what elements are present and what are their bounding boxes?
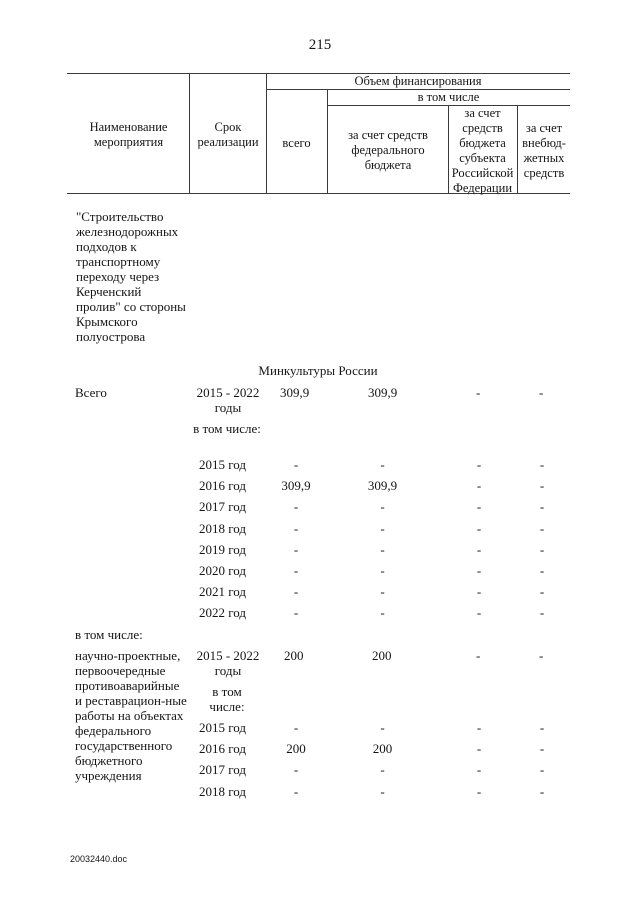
header-col-total: всего [282, 136, 311, 150]
row-federal-value: 200 [372, 648, 392, 663]
ministry-heading: Минкультуры России [258, 363, 378, 378]
row-sub-label: в том числе: [193, 421, 261, 436]
year-total-value: - [293, 499, 299, 515]
year-label: 2020 год [199, 563, 246, 578]
year-total-value: - [293, 457, 299, 472]
year-label: 2018 год [199, 520, 246, 536]
row-extra-value: - [539, 385, 544, 400]
year-extra-value: - [539, 457, 545, 472]
col-divider-5 [517, 105, 518, 193]
header-including: в том числе [417, 90, 480, 104]
page-number: 215 [308, 37, 332, 53]
col-divider-3 [327, 89, 328, 193]
year-regional-value: - [476, 762, 482, 778]
year-extra-value: - [539, 720, 545, 735]
row-regional-value: - [476, 648, 481, 663]
row-sub-label: в том числе: [209, 684, 245, 714]
year-label: 2016 год [199, 741, 246, 757]
year-total-value: 309,9 [281, 478, 311, 494]
year-regional-value: - [476, 457, 482, 472]
header-funding: Объем финансирования [354, 74, 482, 88]
year-total-value: - [293, 762, 299, 778]
year-label: 2018 год [199, 783, 246, 799]
row-extra-value: - [539, 648, 544, 663]
year-extra-value: - [539, 499, 545, 515]
header-col-regional: за счет средств бюджета субъекта Российской Федерации [451, 106, 514, 195]
year-extra-value: - [539, 762, 545, 778]
year-label: 2019 год [199, 541, 246, 557]
row-total-value: 309,9 [280, 385, 310, 400]
year-federal-value: - [380, 720, 385, 735]
row-name-total: Всего [75, 385, 107, 400]
header-col-federal: за счет средств федерального бюджета [348, 128, 428, 172]
year-federal-value: - [380, 563, 385, 578]
year-total-value: 200 [286, 741, 306, 757]
year-label: 2022 год [199, 605, 246, 621]
col-divider-1 [189, 73, 190, 193]
row-period: 2015 - 2022 годы [196, 648, 260, 678]
year-total-value: - [293, 584, 299, 600]
footer-filename: 20032440.doc [70, 854, 128, 864]
year-regional-value: - [476, 783, 482, 799]
header-col-period: Срок реализации [197, 120, 259, 149]
year-federal-value: - [380, 541, 385, 557]
year-total-value: - [293, 520, 299, 536]
year-extra-value: - [539, 478, 545, 494]
year-regional-value: - [476, 520, 482, 536]
year-regional-value: - [476, 741, 482, 757]
row-name-works: научно-проектные, первоочередные противоаварийные и реставрацион-ные работы на объектах федерального государственного бюджетного учреждения [75, 648, 187, 783]
year-federal-value: - [380, 499, 385, 515]
year-label: 2015 год [199, 457, 246, 472]
carryover-event-title: "Строительство железнодорожных подходов к транспортному переходу через Керченский пролив" со стороны Крымского полуострова [76, 209, 186, 344]
year-extra-value: - [539, 563, 545, 578]
year-extra-value: - [539, 783, 545, 799]
year-total-value: - [293, 605, 299, 621]
row-federal-value: 309,9 [368, 385, 398, 400]
col-divider-2 [266, 73, 267, 193]
row-regional-value: - [476, 385, 481, 400]
header-col-name: Наименование мероприятия [89, 120, 168, 149]
year-federal-value: - [380, 457, 385, 472]
row-total-value: 200 [284, 648, 304, 663]
year-label: 2017 год [199, 499, 246, 515]
year-extra-value: - [539, 741, 545, 757]
year-total-value: - [293, 563, 299, 578]
year-federal-value: 200 [372, 741, 393, 757]
section-including-label: в том числе: [75, 627, 143, 642]
year-regional-value: - [476, 478, 482, 494]
year-total-value: - [293, 541, 299, 557]
year-regional-value: - [476, 605, 482, 621]
year-extra-value: - [539, 520, 545, 536]
year-federal-value: - [380, 762, 385, 778]
year-federal-value: - [380, 605, 385, 621]
year-regional-value: - [476, 563, 482, 578]
row-period: 2015 - 2022 годы [196, 385, 260, 415]
year-federal-value: 309,9 [367, 478, 398, 494]
year-regional-value: - [476, 720, 482, 735]
year-federal-value: - [380, 584, 385, 600]
year-regional-value: - [476, 541, 482, 557]
year-federal-value: - [380, 520, 385, 536]
year-label: 2016 год [199, 478, 246, 494]
year-label: 2021 год [199, 584, 246, 600]
year-regional-value: - [476, 584, 482, 600]
year-label: 2017 год [199, 762, 246, 778]
year-total-value: - [293, 720, 299, 735]
year-total-value: - [293, 783, 299, 799]
year-extra-value: - [539, 584, 545, 600]
year-extra-value: - [539, 541, 545, 557]
year-extra-value: - [539, 605, 545, 621]
year-federal-value: - [380, 783, 385, 799]
header-col-extra: за счет внебюд-жетных средств [522, 121, 566, 180]
year-regional-value: - [476, 499, 482, 515]
year-label: 2015 год [199, 720, 246, 735]
